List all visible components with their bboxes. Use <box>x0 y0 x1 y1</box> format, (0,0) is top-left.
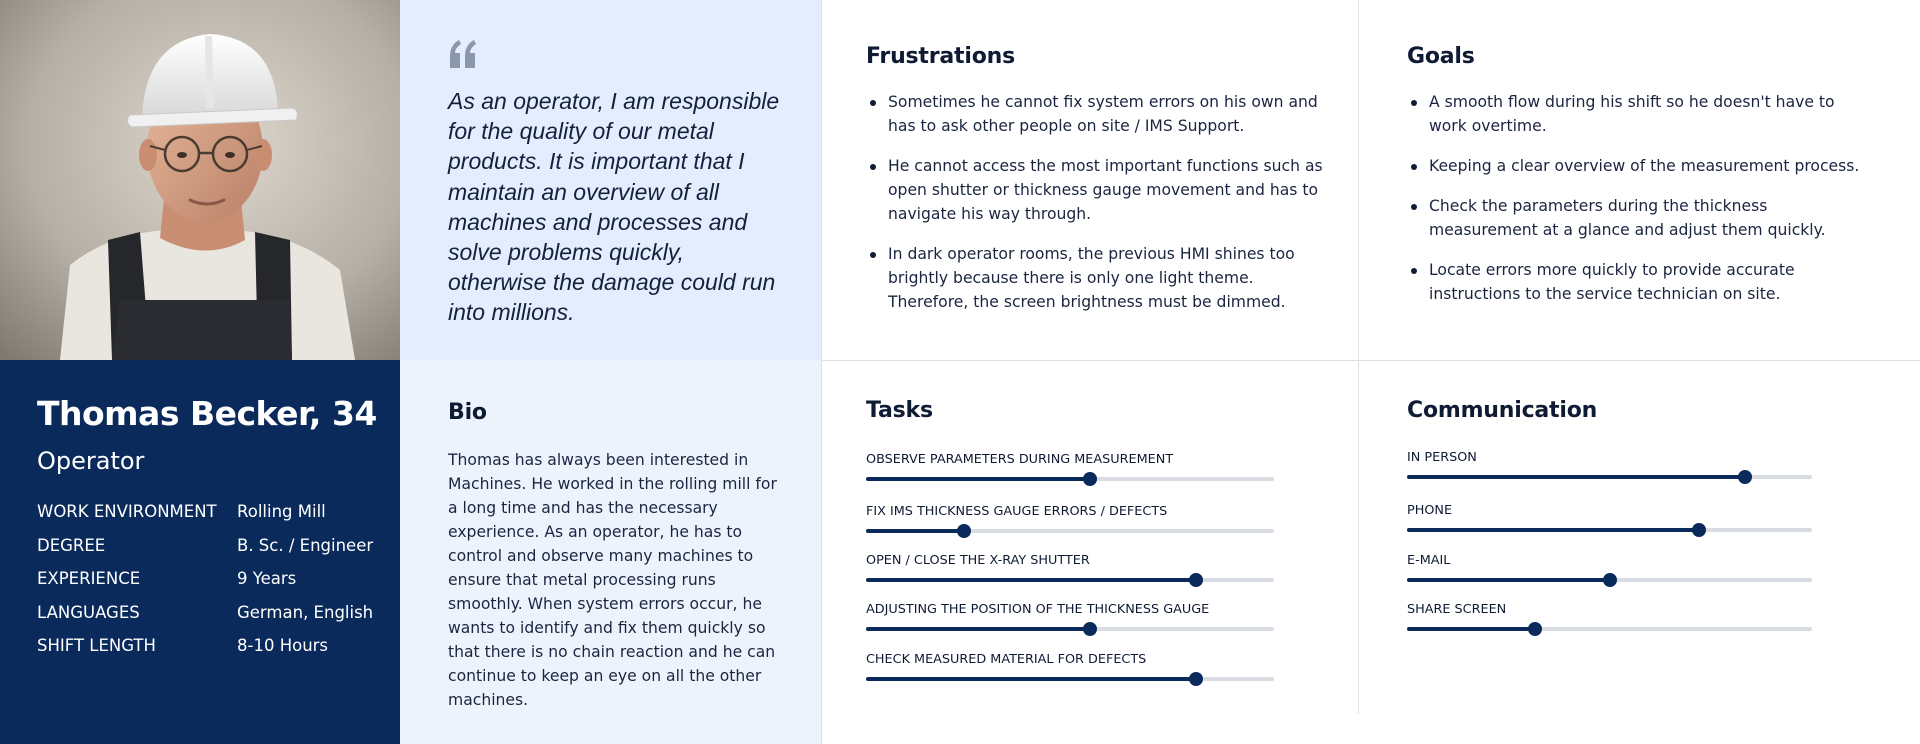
task-slider <box>866 452 1274 481</box>
slider-fill <box>1407 627 1535 631</box>
slider-fill <box>866 529 964 533</box>
frustrations-list <box>866 90 1336 330</box>
slider-label: IN PERSON <box>1407 450 1477 465</box>
slider-track <box>1407 475 1812 479</box>
bio-title: Bio <box>448 400 487 425</box>
fact-value: 9 Years <box>237 569 297 588</box>
quote-icon <box>448 40 478 68</box>
list-item: He cannot access the most important functions such as open shutter or thickness gauge movement and has to navigate his way through. <box>866 154 1336 226</box>
goals-title: Goals <box>1407 44 1475 69</box>
fact-value: German, English <box>237 602 374 622</box>
fact-label: WORK ENVIRONMENT <box>37 502 217 521</box>
list-item: Sometimes he cannot fix system errors on his own and has to ask other people on site / IMS Support. <box>866 90 1336 138</box>
slider-fill <box>1407 475 1745 479</box>
slider-knob <box>1738 470 1752 484</box>
fact-label: DEGREE <box>37 535 106 555</box>
persona-photo <box>0 0 400 360</box>
fact-value: 8-10 Hours <box>237 636 329 655</box>
fact-value: Rolling Mill <box>237 502 326 521</box>
communication-slider <box>1407 503 1812 532</box>
task-slider <box>866 553 1274 582</box>
slider-label: CHECK MEASURED MATERIAL FOR DEFECTS <box>866 652 1147 667</box>
slider-fill <box>866 677 1196 681</box>
fact-row <box>37 603 387 637</box>
frustrations-title: Frustrations <box>866 44 1015 69</box>
slider-knob <box>1083 472 1097 486</box>
communication-slider <box>1407 450 1812 479</box>
slider-fill <box>866 477 1090 481</box>
slider-track <box>1407 627 1812 631</box>
slider-track <box>866 578 1274 582</box>
list-item: A smooth flow during his shift so he doesn't have to work overtime. <box>1407 90 1877 138</box>
fact-label: EXPERIENCE <box>37 569 141 588</box>
slider-label: PHONE <box>1407 503 1453 518</box>
slider-knob <box>1189 573 1203 587</box>
task-slider <box>866 652 1274 681</box>
slider-label: ADJUSTING THE POSITION OF THE THICKNESS GAUGE <box>866 602 1210 617</box>
list-item: Check the parameters during the thickness measurement at a glance and adjust them quickly. <box>1407 194 1877 242</box>
communication-title: Communication <box>1407 398 1598 423</box>
slider-label: SHARE SCREEN <box>1407 602 1507 617</box>
slider-knob <box>957 524 971 538</box>
communication-slider <box>1407 553 1812 582</box>
slider-track <box>1407 528 1812 532</box>
fact-row <box>37 636 387 670</box>
slider-fill <box>1407 578 1610 582</box>
persona-quote: As an operator, I am responsible for the quality of our metal products. It is important that I maintain an overview of all machines and processes and solve problems quickly, otherwise the damage could run into millions. <box>448 88 780 326</box>
slider-knob <box>1189 672 1203 686</box>
slider-track <box>866 477 1274 481</box>
fact-label: SHIFT LENGTH <box>37 636 156 655</box>
persona-name: Thomas Becker, 34 <box>37 394 377 433</box>
slider-label: OPEN / CLOSE THE X-RAY SHUTTER <box>866 553 1090 568</box>
slider-track <box>866 529 1274 533</box>
tasks-title: Tasks <box>866 398 933 423</box>
slider-label: E-MAIL <box>1407 553 1451 568</box>
slider-knob <box>1692 523 1706 537</box>
profile-facts <box>37 502 387 670</box>
divider <box>821 0 822 744</box>
fact-row <box>37 569 387 603</box>
goals-list <box>1407 90 1877 322</box>
slider-label: FIX IMS THICKNESS GAUGE ERRORS / DEFECTS <box>866 504 1168 519</box>
fact-row <box>37 502 387 536</box>
fact-label: LANGUAGES <box>37 602 140 622</box>
task-slider <box>866 602 1274 631</box>
quote-panel <box>400 0 821 360</box>
divider <box>1358 0 1359 714</box>
communication-slider <box>1407 602 1812 631</box>
slider-fill <box>866 578 1196 582</box>
fact-value: B. Sc. / Engineer <box>237 535 374 555</box>
slider-knob <box>1083 622 1097 636</box>
slider-knob <box>1528 622 1542 636</box>
slider-knob <box>1603 573 1617 587</box>
slider-track <box>866 627 1274 631</box>
bio-text: Thomas has always been interested in Machines. He worked in the rolling mill for a long time and has the necessary experience. As an operator, he has to control and observe many machines to ensure that metal processing runs smoothly. When system errors occur, he wants to identify and fix them quickly so that there is no chain reaction and he can continue to keep an eye on all the other machines. <box>448 451 777 709</box>
profile-panel <box>0 360 400 744</box>
task-slider <box>866 504 1274 533</box>
slider-label: OBSERVE PARAMETERS DURING MEASUREMENT <box>866 452 1174 467</box>
slider-track <box>866 677 1274 681</box>
bio-panel <box>400 360 821 744</box>
list-item: Locate errors more quickly to provide accurate instructions to the service technician on site. <box>1407 258 1877 306</box>
divider <box>821 360 1920 361</box>
slider-track <box>1407 578 1812 582</box>
slider-fill <box>1407 528 1699 532</box>
list-item: In dark operator rooms, the previous HMI shines too brightly because there is only one light theme. Therefore, the screen brightness must be dimmed. <box>866 242 1336 314</box>
list-item: Keeping a clear overview of the measurement process. <box>1407 154 1877 178</box>
fact-row <box>37 536 387 570</box>
persona-role: Operator <box>37 447 145 475</box>
slider-fill <box>866 627 1090 631</box>
